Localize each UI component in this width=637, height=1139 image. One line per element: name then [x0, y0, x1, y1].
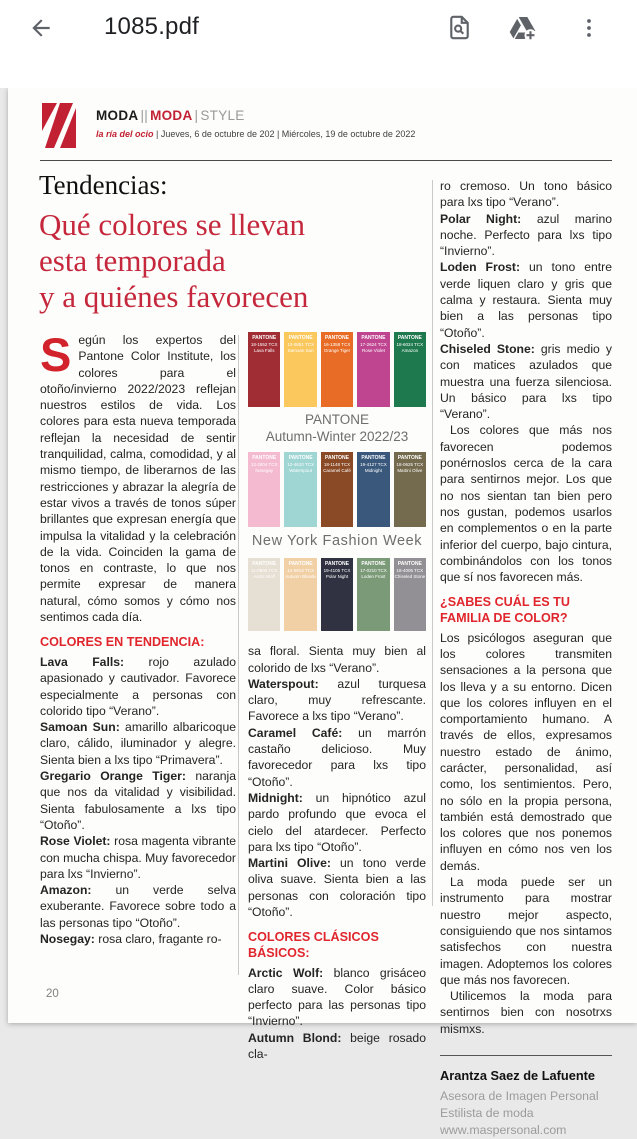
pantone-swatch: PANTONE 18-4005 TCX Chiseled Stone	[394, 558, 426, 631]
section-heading-clasicos: COLORES CLÁSICOS BÁSICOS:	[248, 930, 379, 960]
body-paragraph: Utilicemos la moda para sentirnos bien con nosotrxs mismxs.	[440, 989, 612, 1036]
body-paragraph: La moda puede ser un instrumento para mostrar nuestro mejor aspecto, consiguiendo que nos sintamos satisfechos con nuestra imagen. Adoptemos los colores que más nos favorecen.	[440, 875, 612, 987]
add-to-drive-button[interactable]	[500, 6, 546, 52]
headline-line: Qué colores se llevan	[39, 207, 305, 242]
pantone-swatch: PANTONE 18-1148 TCX Caramel Café	[321, 452, 353, 527]
pantone-swatch: PANTONE 12-4610 TCX Waterspout	[284, 452, 316, 527]
section-heading-tendencia: COLORES EN TENDENCIA:	[40, 635, 205, 650]
overflow-menu-button[interactable]	[566, 6, 612, 52]
swatch-row-2	[248, 452, 426, 527]
pantone-swatch: PANTONE 16-1358 TCX Orange Tiger	[321, 332, 353, 407]
color-entry-loden-frost: Loden Frost: un tono entre verde liquen claro y gris que calma y restaura. Sienta muy bien a las personas tipo “Otoño”.	[440, 260, 612, 340]
color-entry-arctic-wolf: Arctic Wolf: blanco grisáceo claro suave. Color básico perfecto para las personas tipo “Invierno”.	[248, 965, 426, 1029]
figure-caption-pantone: PANTONE Autumn-Winter 2022/23	[265, 412, 409, 444]
color-entry-martini-olive: Martini Olive: un tono verde oliva suave. Sienta bien a las personas con coloración tipo “Otoño”.	[248, 856, 426, 920]
pantone-swatch: PANTONE 18-1552 TCX Lava Falls	[248, 332, 280, 407]
left-column	[40, 328, 237, 947]
masthead-dateline	[96, 127, 415, 142]
edition-dates: | Jueves, 6 de octubre de 202 | Miércoles, 19 de octubre de 2022	[156, 129, 416, 139]
article-headline	[39, 207, 308, 315]
color-entry-midnight: Midnight: un hipnótico azul pardo profundo que evoca el cielo del atardecer. Perfecto para lxs tipo “Otoño”.	[248, 790, 426, 854]
color-entry-lava-falls: Lava Falls: rojo azulado apasionado y cautivador. Favorece especialmente a personas con colorido tipo “Verano”.	[40, 654, 237, 718]
author-website: www.maspersonal.com	[440, 1123, 567, 1138]
column-divider	[432, 180, 433, 906]
brand-style: STYLE	[200, 108, 245, 123]
swatch-row-3	[248, 558, 426, 631]
color-entry-autumn-blond: Autumn Blond: beige rosado cla-	[248, 1030, 426, 1062]
swatch-row-1	[248, 332, 426, 407]
add-to-drive-icon	[509, 14, 537, 45]
headline-line: y a quiénes favorecen	[39, 279, 309, 314]
figure-caption-nyfw: New York Fashion Week	[251, 533, 423, 549]
back-button[interactable]	[18, 6, 64, 52]
pantone-swatch: PANTONE 12-0813 TCX Autumn Blonde	[284, 558, 316, 631]
more-vertical-icon	[577, 16, 601, 43]
brand-moda: MODA	[96, 108, 139, 123]
find-in-page-icon	[446, 14, 473, 44]
masthead	[96, 108, 415, 142]
intro-paragraph: Según los expertos del Pantone Color Institute, los colores para el otoño/invierno 2022/2023 reflejan nuestros estilos de vida. Los colores para esta nueva temporada reflejan la necesidad de sentir tranquilidad, calma, comodidad, y al mismo tiempo, de liberarnos de las restricciones y abrazar la alegría de estar vivos a través de tonos súper brillantes que expresan energía que impulsa la vitalidad y la celebración de la vida. Coinciden la gama de tonos en contraste, lo que nos permite expresar de manera natural, cómo somos y cómo nos sentimos cada día.	[40, 328, 236, 625]
masthead-divider	[40, 160, 612, 161]
body-paragraph: Los colores que más nos favorecen podemos ponérnoslos cerca de la cara para sentirnos mejor. Los que no nos sientan tan bien pero nos gustan, podemos usarlos en complementos o en la parte inferior del cuerpo, bajo cintura, combinándolos con los tonos que sí nos favorecen más.	[440, 423, 612, 585]
pantone-palette-figure	[248, 332, 426, 631]
document-title: 1085.pdf	[104, 13, 200, 40]
continuation-text: sa floral. Sienta muy bien al colorido de lxs “Verano”.	[248, 644, 426, 675]
magazine-logo-n	[40, 102, 78, 154]
middle-column	[248, 332, 426, 1062]
color-entry-nosegay: Nosegay: rosa claro, fragante ro-	[40, 931, 222, 946]
pdf-page	[8, 88, 637, 1138]
masthead-brands: MODA || MODA | STYLE	[96, 108, 245, 123]
author-role: Estilista de moda	[440, 1106, 534, 1121]
column-divider	[238, 335, 239, 975]
color-entry-orange-tiger: Gregario Orange Tiger: naranja que nos da vitalidad y visibilidad. Sienta fabulosamente a lxs tipo “Otoño”.	[40, 769, 237, 832]
color-entry-caramel-cafe: Caramel Café: un marrón castaño delicioso. Muy favorecedor para lxs tipo “Otoño”.	[248, 725, 427, 789]
drop-cap: S	[40, 328, 72, 381]
brand-moda-red: MODA	[150, 108, 193, 123]
author-role: Asesora de Imagen Personal	[440, 1089, 599, 1104]
color-entry-chiseled-stone: Chiseled Stone: gris medio y con matices azulados que muestra una fuerza silenciosa. Un básico para lxs tipo “Verano”.	[440, 341, 612, 422]
color-entry-rose-violet: Rose Violet: rosa magenta vibrante con mucha chispa. Muy favorecedor para lxs “Invierno”.	[40, 834, 236, 881]
pantone-swatch: PANTONE 17-2624 TCX Rose Violet	[357, 332, 389, 407]
pantone-swatch: PANTONE 13-2804 TCX Nosegay	[248, 452, 280, 527]
continuation-text: ro cremoso. Un tono básico para lxs tipo “Verano”.	[440, 179, 612, 210]
color-entry-amazon: Amazon: un verde selva exuberante. Favorece sobre todo a las personas tipo “Otoño”.	[40, 883, 236, 930]
headline-line: esta temporada	[39, 243, 226, 278]
pantone-swatch: PANTONE 18-6024 TCX Amazon	[394, 332, 426, 407]
body-paragraph: Los psicólogos aseguran que los colores transmiten sensaciones a la persona que los lleva y a su entorno. Dicen que los colores influyen en el comportamiento humano. A través de ellos, expresamos nuestro estado de ánimo, carácter, personalidad, así como, los sentimientos. Pero, no sólo en la propia persona, también está demostrado que los colores que nos ponemos influyen en cómo nos ven los demás.	[440, 630, 612, 873]
pantone-swatch: PANTONE 19-4127 TCX Midnight	[357, 452, 389, 527]
pantone-swatch: PANTONE 17-0210 TCX Loden Frost	[357, 558, 389, 631]
author-name: Arantza Saez de Lafuente	[440, 1068, 596, 1084]
arrow-left-icon	[28, 15, 54, 44]
app-bar	[0, 0, 637, 88]
color-entry-samoan-sun: Samoan Sun: amarillo albaricoque claro, cálido, iluminador y alegre. Sienta bien a lxs tipo “Primavera”.	[40, 720, 237, 767]
author-block	[440, 1055, 612, 1139]
color-entry-polar-night: Polar Night: azul marino noche. Perfecto para lxs tipo “Invierno”.	[440, 211, 613, 259]
article-kicker: Tendencias:	[39, 170, 168, 200]
find-in-document-button[interactable]	[436, 6, 482, 52]
right-column	[440, 178, 612, 1139]
pantone-swatch: PANTONE 18-0625 TCX Martini Olive	[394, 452, 426, 527]
pantone-swatch: PANTONE 19-4105 TCX Polar Night	[321, 558, 353, 631]
tagline: la ría del ocio	[96, 129, 154, 139]
pantone-swatch: PANTONE 11-0605 TCX Arctic Wolf	[248, 558, 280, 631]
color-entry-waterspout: Waterspout: azul turquesa claro, muy refrescante. Favorece a lxs tipo “Verano”.	[248, 676, 426, 724]
pantone-swatch: PANTONE 13-0851 TCX Samoan Sun	[284, 332, 316, 407]
section-heading-familia-color: ¿SABES CUÁL ES TU FAMILIA DE COLOR?	[440, 595, 570, 626]
page-number: 20	[46, 988, 59, 1000]
